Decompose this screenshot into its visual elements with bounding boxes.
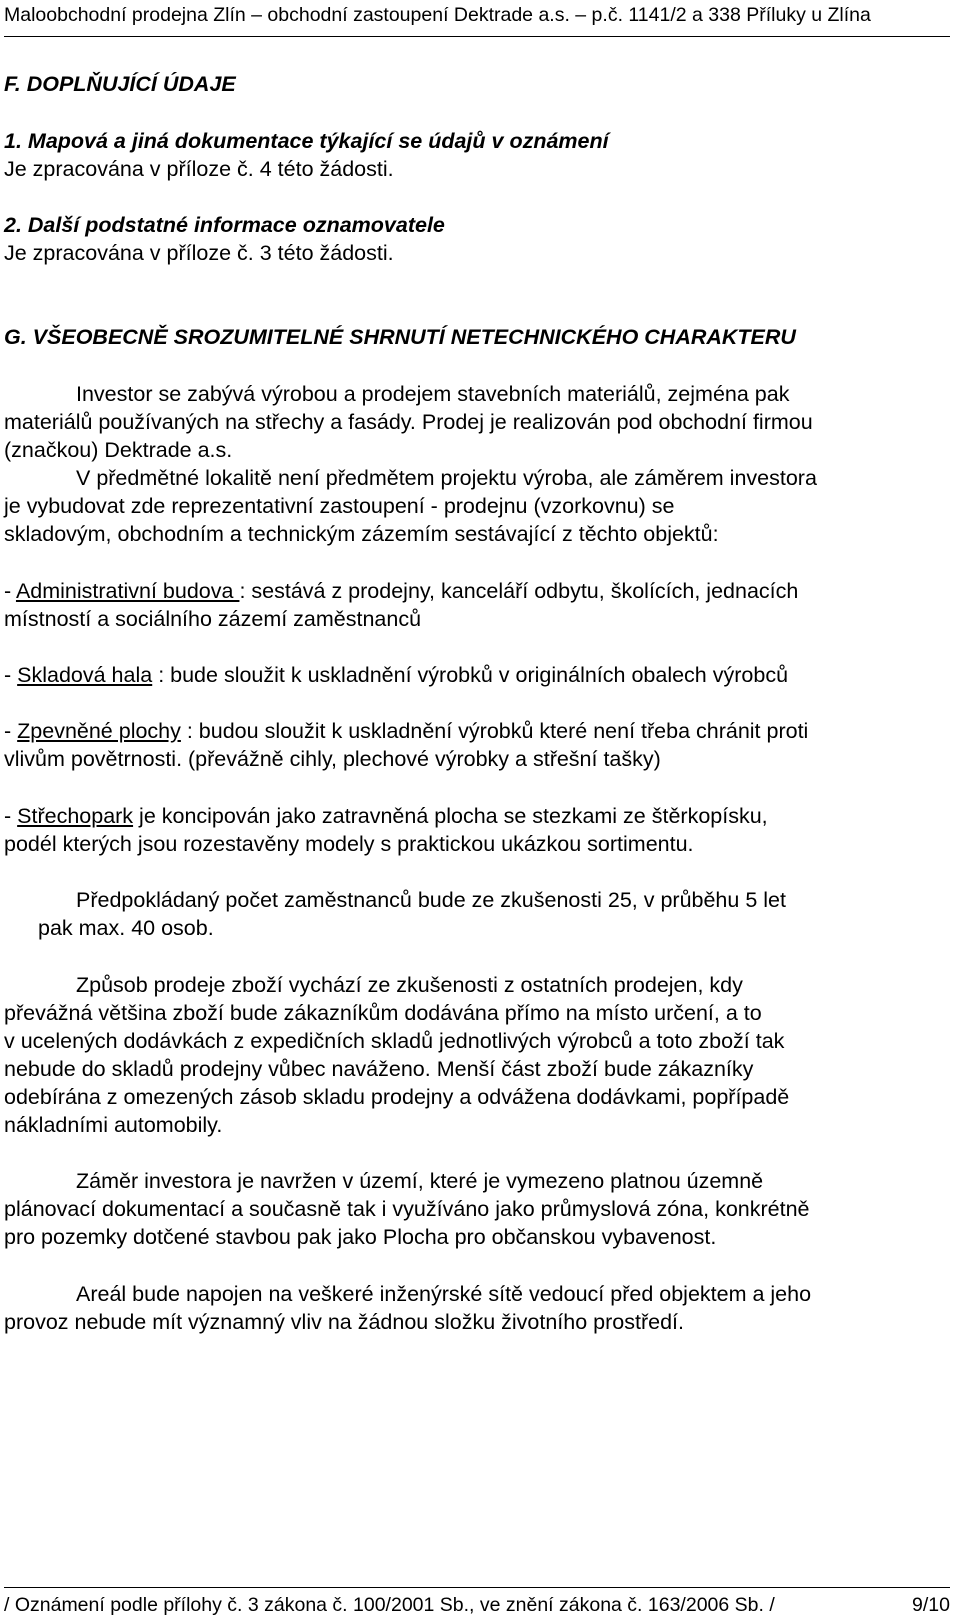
header-text: Maloobchodní prodejna Zlín – obchodní zastoupení Dektrade a.s. – p.č. 1141/2 a 338 Příluky u Zlína	[4, 4, 871, 26]
p5-line-3: pro pozemky dotčené stavbou pak jako Plocha pro občanskou vybavenost.	[4, 1225, 717, 1249]
page-footer	[4, 1587, 950, 1618]
item2-text: Je zpracována v příloze č. 3 této žádosti.	[4, 241, 394, 265]
p3-line-2: pak max. 40 osob.	[38, 916, 214, 940]
obj2-prefix: -	[4, 663, 18, 687]
p4-line-2: převážná většina zboží bude zákazníkům dodávána přímo na místo určení, a to	[4, 1001, 762, 1025]
p1-line-2: materiálů používaných na střechy a fasády. Prodej je realizován pod obchodní firmou	[4, 410, 813, 434]
p2-line-2: je vybudovat zde reprezentativní zastoupení - prodejnu (vzorkovnu) se	[4, 494, 675, 518]
obj3-name: Zpevněné plochy	[17, 719, 181, 743]
p4-line-4: nebude do skladů prodejny vůbec naváženo. Menší část zboží bude zákazníky	[4, 1057, 754, 1081]
item1-text: Je zpracována v příloze č. 4 této žádosti.	[4, 157, 394, 181]
obj4-rest: je koncipován jako zatravněná plocha se stezkami ze štěrkopísku,	[133, 804, 768, 828]
item2-title: 2. Další podstatné informace oznamovatele	[4, 213, 445, 237]
object-warehouse	[4, 661, 788, 689]
obj3-prefix: -	[4, 719, 18, 743]
obj2-rest: : bude sloužit k uskladnění výrobků v originálních obalech výrobců	[152, 663, 789, 687]
p3-line-1: Předpokládaný počet zaměstnanců bude ze zkušenosti 25, v průběhu 5 let	[76, 888, 786, 912]
obj4-line-2: podél kterých jsou rozestavěny modely s praktickou ukázkou sortimentu.	[4, 832, 694, 856]
p4-line-6: nákladními automobily.	[4, 1113, 223, 1137]
section-f-title: F. DOPLŇUJÍCÍ ÚDAJE	[4, 72, 236, 96]
p5-line-2: plánovací dokumentací a současně tak i využíváno jako průmyslová zóna, konkrétně	[4, 1197, 810, 1221]
p6-line-1: Areál bude napojen na veškeré inženýrské sítě vedoucí před objektem a jeho	[76, 1282, 812, 1306]
p4-line-1: Způsob prodeje zboží vychází ze zkušenosti z ostatních prodejen, kdy	[76, 973, 743, 997]
item1-title: 1. Mapová a jiná dokumentace týkající se údajů v oznámení	[4, 129, 609, 153]
obj1-rest: : sestává z prodejny, kanceláří odbytu, školících, jednacích	[239, 579, 799, 603]
object-admin-building	[4, 577, 798, 605]
p2-line-3: skladovým, obchodním a technickým zázemím sestávající z těchto objektů:	[4, 522, 719, 546]
p6-line-2: provoz nebude mít významný vliv na žádnou složku životního prostředí.	[4, 1310, 684, 1334]
obj3-line-2: vlivům povětrnosti. (převážně cihly, plechové výrobky a střešní tašky)	[4, 747, 661, 771]
footer-legal-reference: / Oznámení podle přílohy č. 3 zákona č. 100/2001 Sb., ve znění zákona č. 163/2006 Sb. /	[4, 1594, 775, 1616]
object-roofpark	[4, 802, 768, 830]
page-number: 9/10	[912, 1594, 950, 1616]
p4-line-3: v ucelených dodávkách z expedičních skladů jednotlivých výrobců a toto zboží tak	[4, 1029, 785, 1053]
p1-line-1: Investor se zabývá výrobou a prodejem stavebních materiálů, zejména pak	[76, 382, 790, 406]
section-g-title: G. VŠEOBECNĚ SROZUMITELNÉ SHRNUTÍ NETECHNICKÉHO CHARAKTERU	[4, 325, 796, 349]
p5-line-1: Záměr investora je navržen v území, které je vymezeno platnou územně	[76, 1169, 764, 1193]
p4-line-5: odebírána z omezených zásob skladu prodejny a odvážena dodávkami, popřípadě	[4, 1085, 790, 1109]
p1-line-3: (značkou) Dektrade a.s.	[4, 438, 233, 462]
obj1-prefix: -	[4, 579, 16, 603]
obj4-prefix: -	[4, 804, 18, 828]
obj3-rest: : budou sloužit k uskladnění výrobků které není třeba chránit proti	[180, 719, 809, 743]
obj4-name: Střechopark	[17, 804, 134, 828]
page-header	[4, 0, 950, 37]
p2-line-1: V předmětné lokalitě není předmětem projektu výroba, ale záměrem investora	[76, 466, 817, 490]
object-paved-areas	[4, 717, 808, 745]
obj2-name: Skladová hala	[17, 663, 153, 687]
obj1-name: Administrativní budova	[15, 579, 240, 603]
obj1-line-2: místností a sociálního zázemí zaměstnanců	[4, 607, 422, 631]
